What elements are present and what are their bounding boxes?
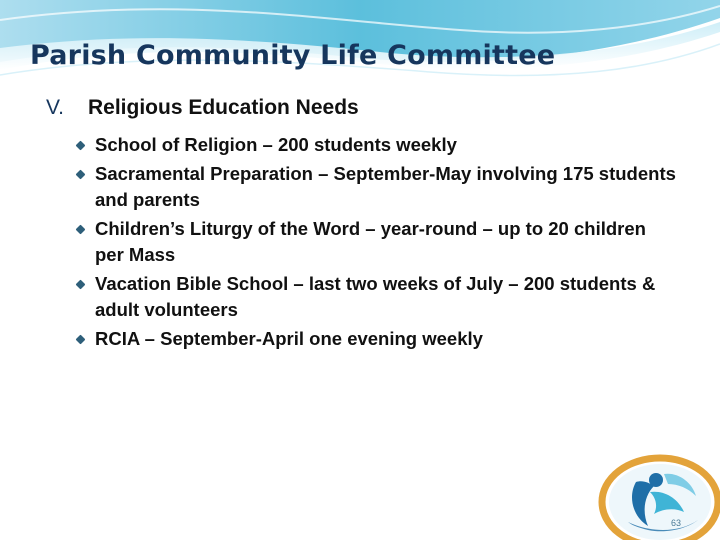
diamond-bullet-icon bbox=[76, 334, 86, 344]
page-number: 63 bbox=[671, 518, 682, 528]
list-item bbox=[76, 132, 676, 159]
bullet-text: Sacramental Preparation – September-May involving 175 students and parents bbox=[95, 162, 676, 210]
list-item bbox=[76, 271, 676, 324]
diamond-bullet-icon bbox=[76, 141, 86, 151]
section-heading bbox=[46, 96, 359, 120]
list-item bbox=[76, 326, 676, 353]
section-number: V. bbox=[46, 96, 64, 119]
bullet-text: School of Religion – 200 students weekly bbox=[95, 134, 457, 155]
bullet-list bbox=[76, 132, 676, 354]
diamond-bullet-icon bbox=[76, 279, 86, 289]
slide-title: Parish Community Life Committee bbox=[30, 40, 556, 71]
list-item bbox=[76, 161, 676, 214]
bullet-text: Vacation Bible School – last two weeks of July – 200 students & adult volunteers bbox=[95, 272, 656, 320]
parish-logo-icon bbox=[598, 452, 720, 540]
diamond-bullet-icon bbox=[76, 169, 86, 179]
bullet-text: Children’s Liturgy of the Word – year-round – up to 20 children per Mass bbox=[95, 217, 646, 265]
diamond-bullet-icon bbox=[76, 224, 86, 234]
section-heading-text: Religious Education Needs bbox=[88, 96, 359, 119]
bullet-text: RCIA – September-April one evening weekly bbox=[95, 327, 483, 349]
list-item bbox=[76, 216, 676, 269]
